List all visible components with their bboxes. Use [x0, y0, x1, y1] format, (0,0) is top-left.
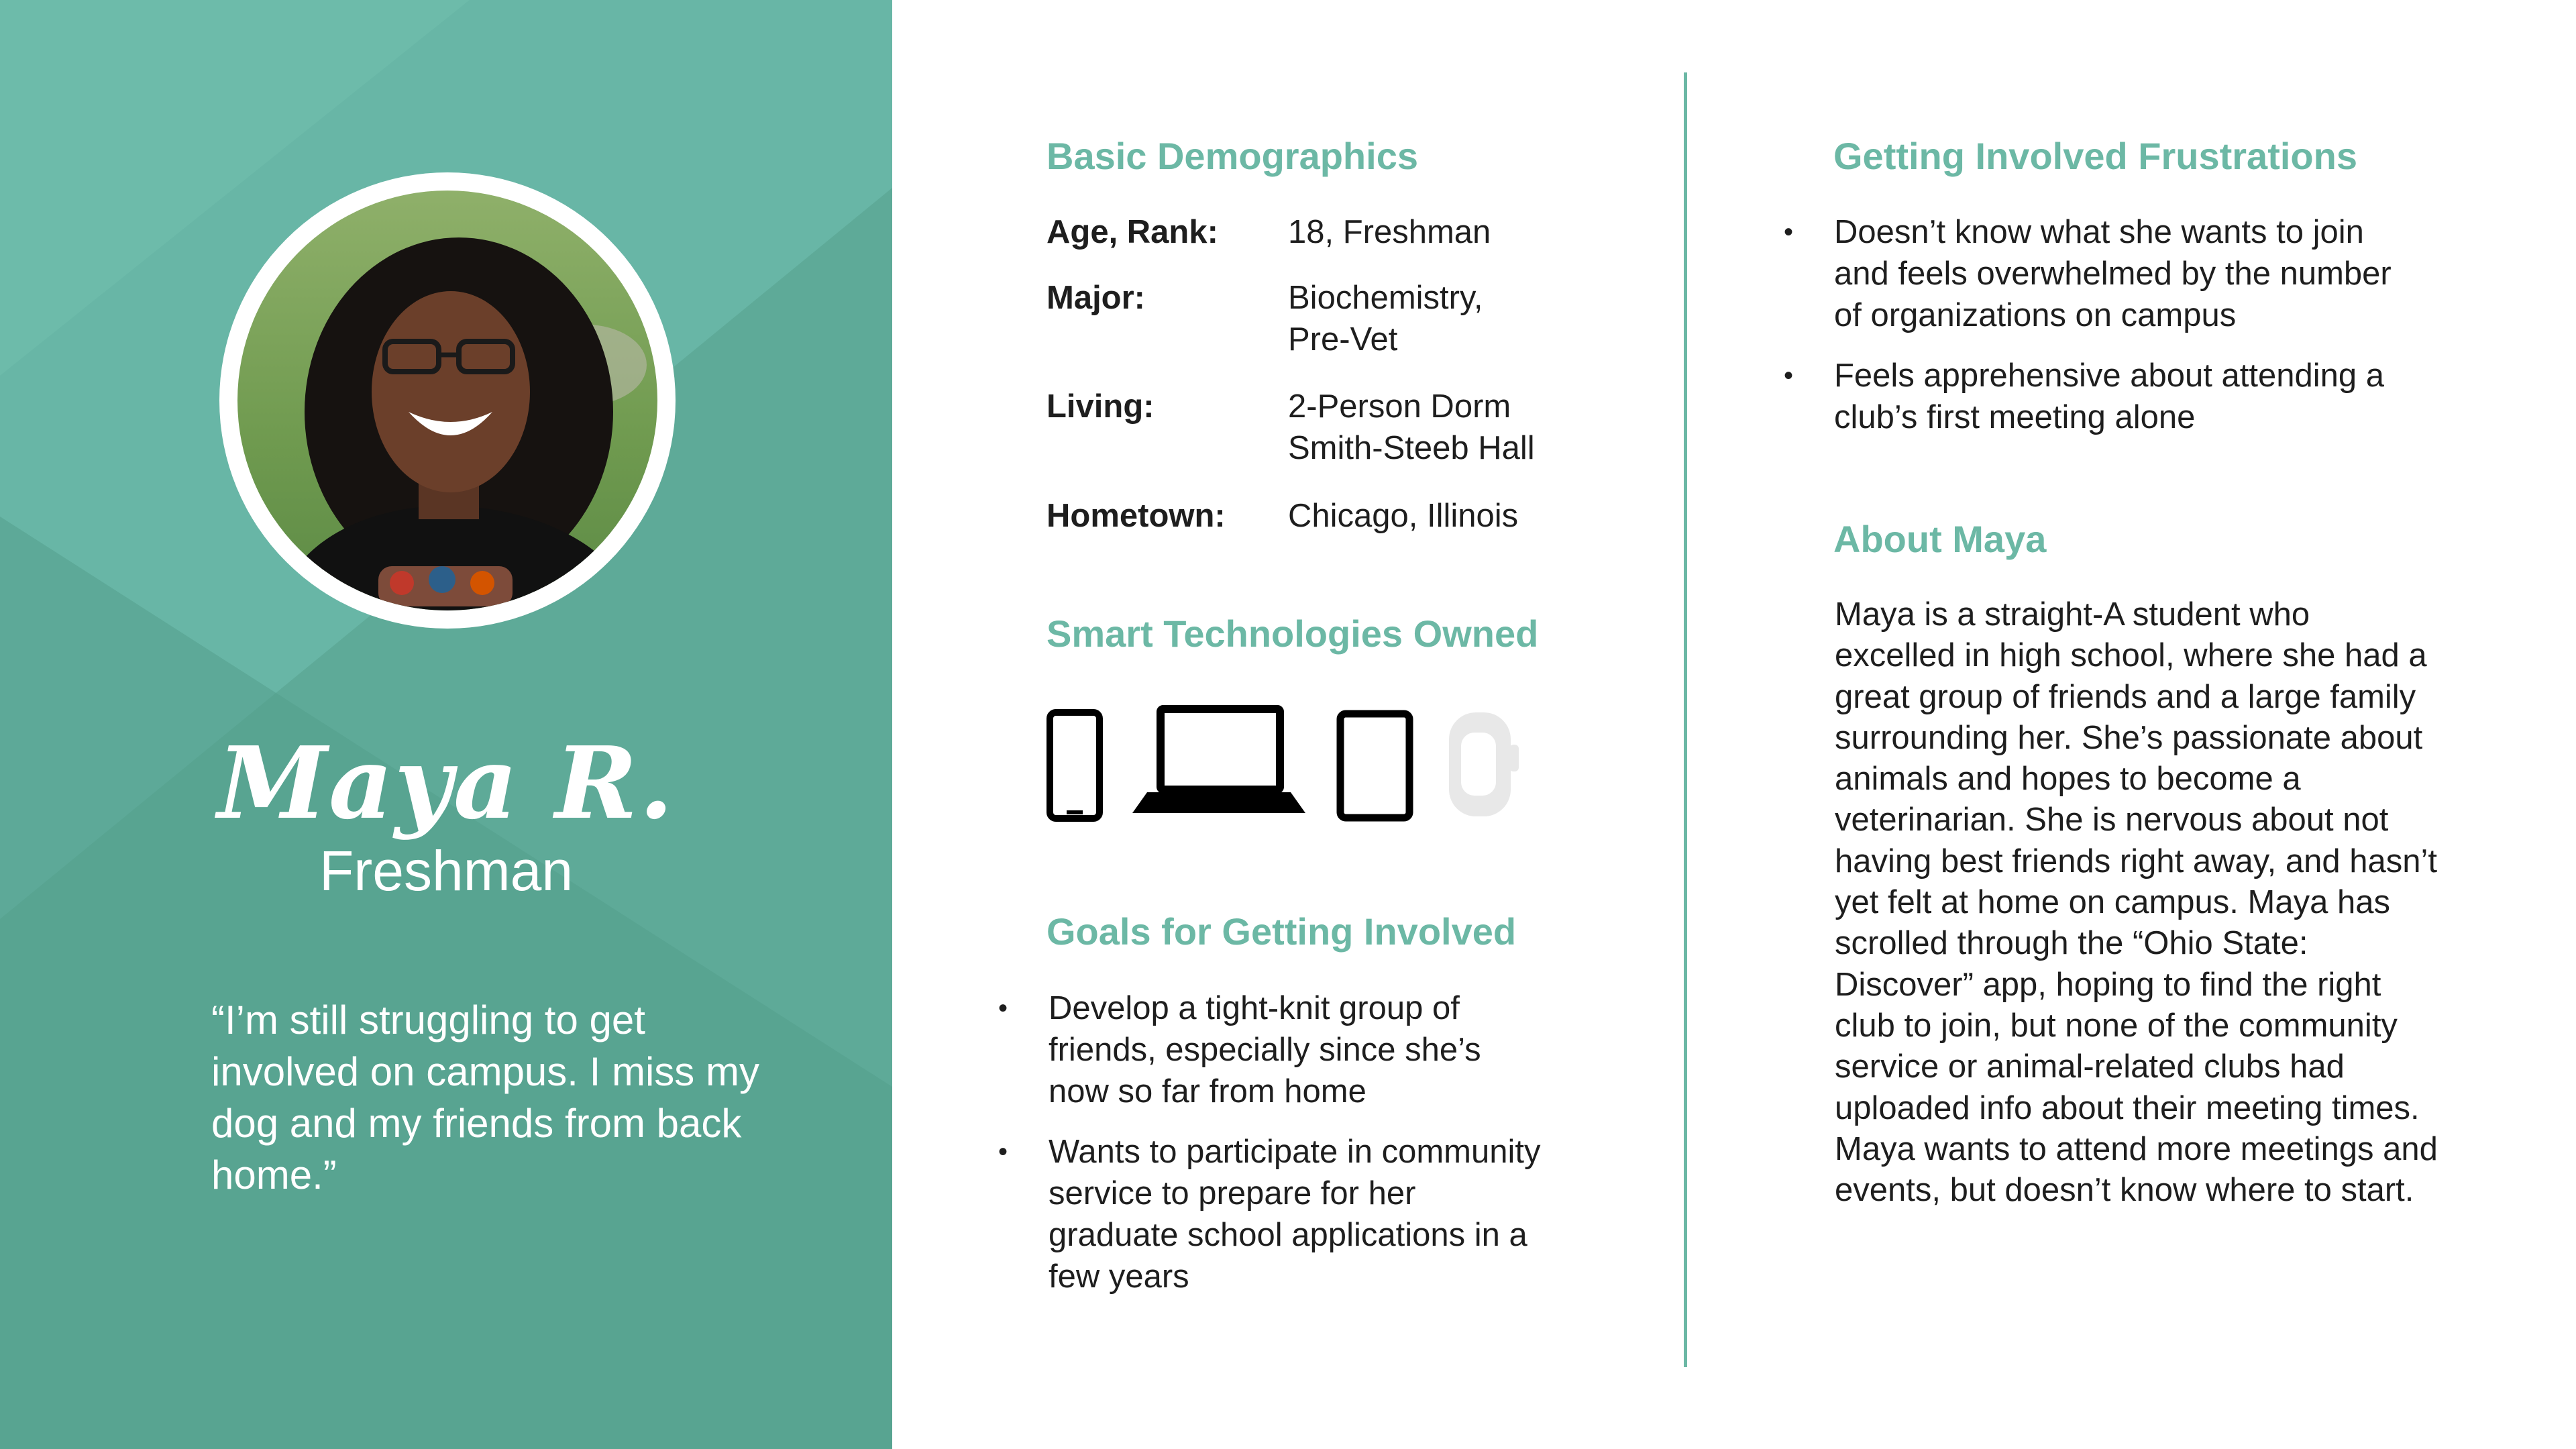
- about-heading: About Maya: [1833, 518, 2047, 560]
- bullet-icon: •: [1784, 217, 1794, 247]
- goal-text: Develop a tight-knit group of friends, especially since she’s now so far from home: [1049, 990, 1481, 1110]
- demographic-label: Major:: [1046, 280, 1145, 316]
- technologies-heading: Smart Technologies Owned: [1046, 612, 1539, 655]
- frustration-text: Feels apprehensive about attending a club’s first meeting alone: [1834, 358, 2384, 435]
- laptop-icon: [1132, 709, 1305, 813]
- persona-panel: [0, 0, 892, 1449]
- list-item: [998, 1131, 1545, 1297]
- list-item: [998, 987, 1545, 1112]
- frustrations-heading: Getting Involved Frustrations: [1833, 135, 2357, 177]
- persona-name: Maya R.: [217, 724, 675, 841]
- demographic-value: 2-Person Dorm Smith-Steeb Hall: [1288, 388, 1535, 466]
- tablet-icon: [1340, 714, 1409, 818]
- goal-text: Wants to participate in community service to prepare for her graduate school applications in a few years: [1049, 1134, 1541, 1295]
- device-icons: [1046, 704, 1543, 825]
- column-divider: [1684, 72, 1687, 1367]
- smartphone-icon: [1050, 710, 1099, 818]
- list-item: [1784, 355, 2424, 438]
- frustration-text: Doesn’t know what she wants to join and feels overwhelmed by the number of organizations on campus: [1834, 214, 2392, 333]
- bullet-icon: •: [998, 994, 1008, 1023]
- demographic-value: Chicago, Illinois: [1288, 498, 1519, 534]
- smartwatch-icon: [1449, 712, 1519, 816]
- goals-heading: Goals for Getting Involved: [1046, 910, 1517, 953]
- demographic-label: Age, Rank:: [1046, 214, 1218, 250]
- list-item: [1784, 211, 2424, 336]
- about-text: Maya is a straight-A student who excelled in high school, where she had a great group of friends and a large family surrounding her. She’s passionate about animals and hopes to become a veterinarian. She is nervous about not having best friends right away, and hasn’t yet felt at home on campus. Maya has scrolled through the “Ohio State: Discover” app, hoping to find the right club to join, but none of the community service or animal-related clubs had uploaded info about their meeting times. Maya wants to attend more meetings and events, but doesn’t know where to start.: [1835, 596, 2438, 1209]
- frustrations-list: [1784, 211, 2424, 457]
- persona-rank: Freshman: [319, 839, 574, 902]
- goals-list: [998, 987, 1545, 1316]
- demographic-value: 18, Freshman: [1288, 214, 1491, 250]
- bullet-icon: •: [998, 1137, 1008, 1167]
- avatar: [219, 172, 676, 629]
- persona-quote: “I’m still struggling to get involved on campus. I miss my dog and my friends from back home.”: [211, 998, 759, 1197]
- demographics-heading: Basic Demographics: [1046, 135, 1418, 177]
- bullet-icon: •: [1784, 361, 1794, 390]
- demographic-label: Living:: [1046, 388, 1155, 425]
- demographic-label: Hometown:: [1046, 498, 1226, 534]
- profile-photo: [237, 191, 657, 610]
- demographic-value: Biochemistry, Pre-Vet: [1288, 280, 1483, 358]
